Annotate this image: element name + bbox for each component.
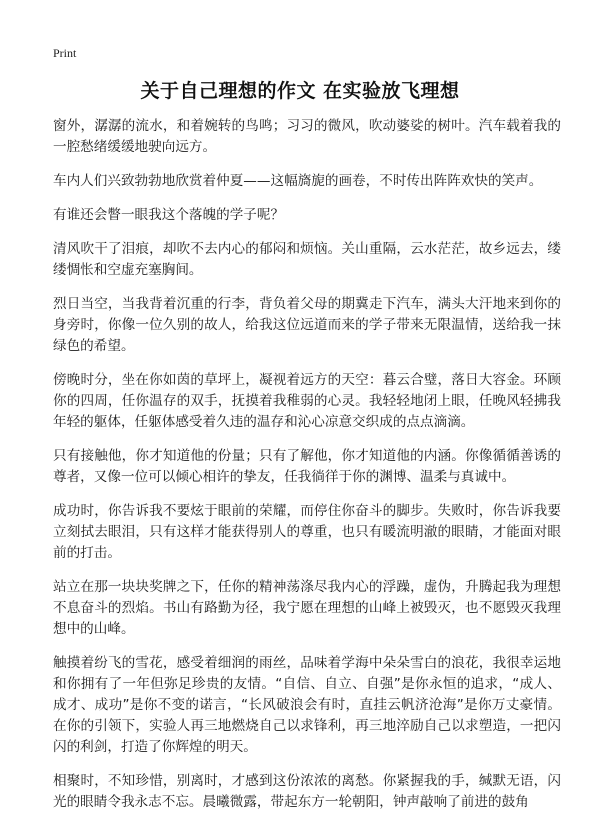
paragraph: 傍晚时分，坐在你如茵的草坪上，凝视着远方的天空：暮云合璧，落日大容金。环顾你的四周，任你温存的双手，抚摸着我稚弱的心灵。我轻轻地闭上眼，任晚风轻拂我年轻的躯体，任躯体感受着久违的温存和沁心凉意交织成的点点滴滴。 [53,372,561,430]
paragraph: 清风吹干了泪痕，却吹不去内心的郁闷和烦恼。关山重隔，云水茫茫，故乡远去，缕缕惆怅和空虚充塞胸间。 [53,241,561,278]
paragraph: 只有接触他，你才知道他的份量；只有了解他，你才知道他的内涵。你像循循善诱的尊者，又像一位可以倾心相许的挚友，任我徜徉于你的渊博、温柔与真诚中。 [53,448,561,485]
paragraph: 触摸着纷飞的雪花，感受着细润的雨丝，品味着学海中朵朵雪白的浪花，我很幸运地和你拥有了一年但弥足珍贵的友情。“自信、自立、自强”是你永恒的追求，“成人、成才、成功”是你不变的诺言，“长风破浪会有时，直挂云帆济沧海”是你万丈豪情。在你的引领下，实验人再三地燃烧自己以求锋利，再三地淬励自己以求塑造，一把闪闪的利剑，打造了你辉煌的明天。 [53,655,561,755]
paragraph: 相聚时，不知珍惜，别离时，才感到这份浓浓的离愁。你紧握我的手，缄默无语，闪光的眼睛令我永志不忘。晨曦微露，带起东方一轮朝阳，钟声敲响了前进的鼓角 [53,773,561,810]
print-link[interactable]: Print [53,46,77,60]
paragraph: 有谁还会瞥一眼我这个落魄的学子呢？ [53,207,285,223]
paragraph: 成功时，你告诉我不要炫于眼前的荣耀，而停住你奋斗的脚步。失败时，你告诉我要立刻拭去眼泪，只有这样才能获得别人的尊重，也只有暖流明澈的眼睛，才能面对眼前的打击。 [53,503,561,561]
article-title: 关于自己理想的作文 在实验放飞理想 [140,80,460,102]
paragraph: 车内人们兴致勃勃地欣赏着仲夏——这幅旖旎的画卷，不时传出阵阵欢快的笑声。 [53,173,543,189]
paragraph: 烈日当空，当我背着沉重的行李，背负着父母的期冀走下汽车，满头大汗地来到你的身旁时，你像一位久别的故人，给我这位远道而来的学子带来无限温情，送给我一抹绿色的希望。 [53,296,561,354]
paragraph: 站立在那一块块奖牌之下，任你的精神荡涤尽我内心的浮躁，虚伪，升腾起我为理想不息奋斗的烈焰。书山有路勤为径，我宁愿在理想的山峰上被毁灭，也不愿毁灭我理想中的山峰。 [53,579,561,637]
paragraph: 窗外，潺潺的流水，和着婉转的鸟鸣；习习的微风，吹动婆娑的树叶。汽车载着我的一腔愁绪缓缓地驶向远方。 [53,118,561,155]
article-body [53,116,561,826]
